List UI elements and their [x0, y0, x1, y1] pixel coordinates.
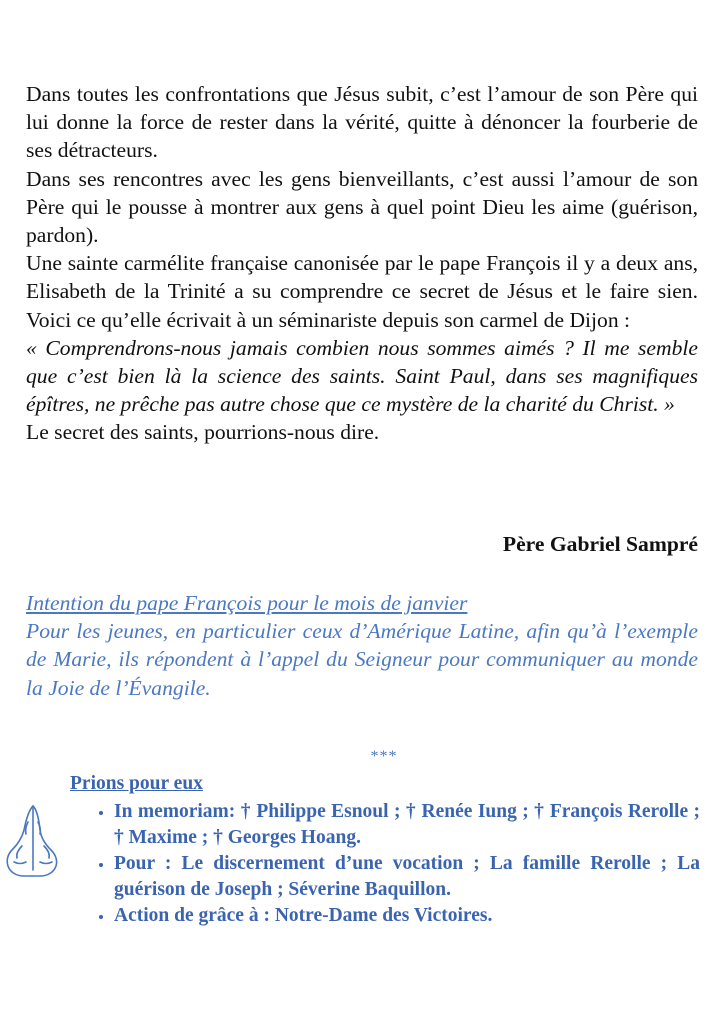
- pope-intention: [26, 589, 698, 702]
- article-paragraph: Une sainte carmélite française canonisée par le pape François il y a deux ans, Elisabeth de la Trinité a su comprendre ce secret de Jésus et le faire sien. Voici ce qu’elle écrivait à un séminariste depuis son carmel de Dijon :: [26, 251, 698, 332]
- section-separator: ***: [370, 748, 398, 765]
- article-quote: « Comprendrons-nous jamais combien nous sommes aimés ? Il me semble que c’est bien là la science des saints. Saint Paul, dans ses magnifiques épîtres, ne prêche pas autre chose que ce mystère de la charité du Christ. »: [26, 335, 698, 417]
- intention-heading: Intention du pape François pour le mois de janvier: [26, 591, 468, 615]
- prayer-item-pour: • Pour : Le discernement d’une vocation ; La famille Rerolle ; La guérison de Joseph ; Séverine Baquillon.: [114, 851, 700, 903]
- article-closing: Le secret des saints, pourrions-nous dire.: [26, 420, 380, 445]
- article-body: [26, 80, 698, 447]
- prayer-item-grace: • Action de grâce à : Notre-Dame des Victoires.: [114, 903, 700, 929]
- praying-hands-icon: [2, 800, 64, 880]
- prayer-title: Prions pour eux: [70, 773, 203, 794]
- prayer-list: [70, 799, 700, 929]
- prayer-item-memoriam: • In memoriam: † Philippe Esnoul ; † Renée Iung ; † François Rerolle ; † Maxime ; † Georges Hoang.: [114, 799, 700, 851]
- intention-text: Pour les jeunes, en particulier ceux d’Amérique Latine, afin qu’à l’exemple de Marie, ils répondent à l’appel du Seigneur pour communiquer au monde la Joie de l’Évangile.: [26, 619, 698, 700]
- author-signature: Père Gabriel Sampré: [502, 532, 698, 556]
- article-paragraph: Dans toutes les confrontations que Jésus subit, c’est l’amour de son Père qui lui donne la force de rester dans la vérité, quitte à dénoncer la fourberie de ses détracteurs.: [26, 82, 698, 163]
- article-paragraph: Dans ses rencontres avec les gens bienveillants, c’est aussi l’amour de son Père qui le pousse à montrer aux gens à quel point Dieu les aime (guérison, pardon).: [26, 166, 698, 248]
- prayer-section: [70, 771, 700, 929]
